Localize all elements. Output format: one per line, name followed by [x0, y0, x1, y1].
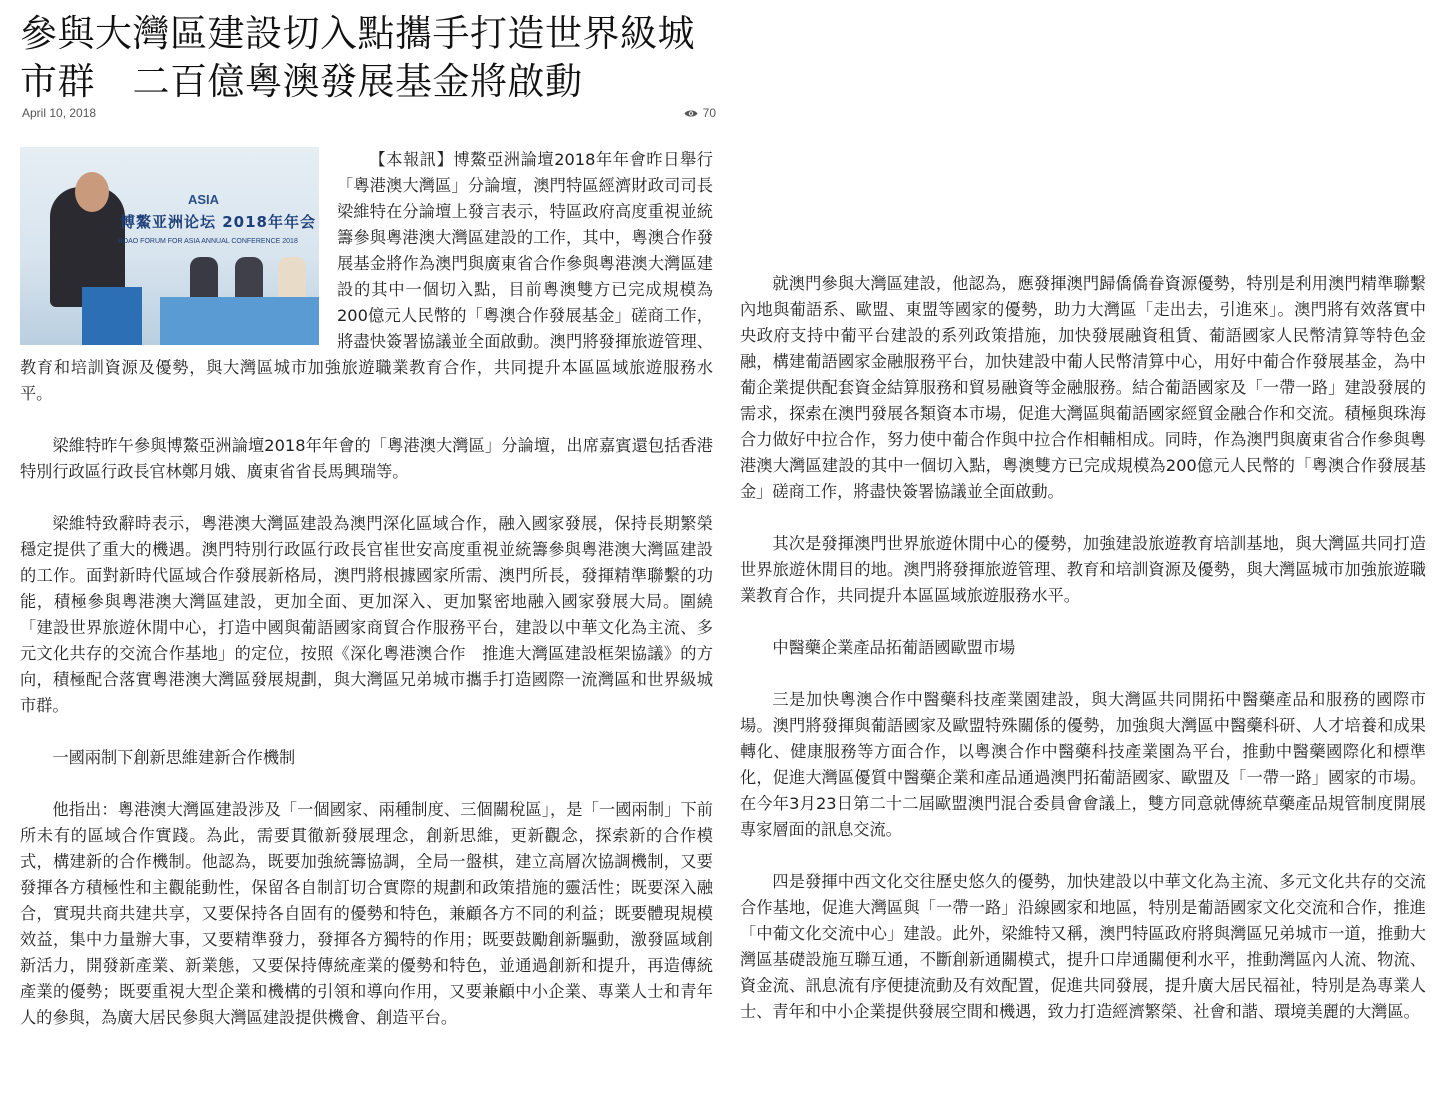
- paragraph: 梁維特昨午參與博鰲亞洲論壇2018年年會的「粵港澳大灣區」分論壇，出席嘉賓還包括香港特別行政區行政長官林鄭月娥、廣東省省長馬興瑞等。: [20, 436, 713, 481]
- eye-icon: [684, 109, 698, 118]
- section-subheading: 一國兩制下創新思維建新合作機制: [52, 748, 296, 767]
- paragraph: 四是發揮中西文化交往歷史悠久的優勢，加快建設以中華文化為主流、多元文化共存的交流合作基地，促進大灣區與「一帶一路」沿線國家和地區，特別是葡語國家文化交流和合作，推進「中葡文化交流中心」建設。此外，梁維特又稱，澳門特區政府將與灣區兄弟城市一道，推動大灣區基礎設施互聯互通，不斷創新通關模式，提升口岸通關便利水平，推動灣區內人流、物流、資金流、訊息流有序便捷流動及有效配置，促進共同發展，提升廣大居民福祉，特別是為專業人士、青年和中小企業提供發展空間和機遇，致力打造經濟繁榮、社會和諧、環境美麗的大灣區。: [740, 872, 1426, 1021]
- article-left-column: [20, 147, 713, 1057]
- photo-banner-cn: 博鰲亚洲论坛 2018年年会: [120, 213, 316, 231]
- article-photo: [20, 147, 319, 345]
- paragraph: 他指出：粵港澳大灣區建設涉及「一個國家、兩種制度、三個關稅區」，是「一國兩制」下前所未有的區域合作實踐。為此，需要貫徹新發展理念，創新思維，更新觀念，探索新的合作模式，構建新的合作機制。他認為，既要加強統籌協調，全局一盤棋，建立高層次協調機制，又要發揮各方積極性和主觀能動性，保留各自制訂切合實際的規劃和政策措施的靈活性；既要深入融合，實現共商共建共享，又要保持各自固有的優勢和特色，兼顧各方不同的利益；既要體現規模效益，集中力量辦大事，又要精準發力，發揮各方獨特的作用；既要鼓勵創新驅動，激發區域創新活力，開發新產業、新業態，又要保持傳統產業的優勢和特色，並通過創新和提升，再造傳統產業的優勢；既要重視大型企業和機構的引領和導向作用，又要兼顧中小企業、專業人士和青年人的參與，為廣大居民參與大灣區建設提供機會、創造平台。: [20, 800, 713, 1027]
- paragraph: 就澳門參與大灣區建設，他認為，應發揮澳門歸僑僑眷資源優勢，特別是利用澳門精準聯繫內地與葡語系、歐盟、東盟等國家的優勢，助力大灣區「走出去，引進來」。澳門將有效落實中央政府支持中葡平台建設的系列政策措施，加快發展融資租賃、葡語國家人民幣清算等特色金融，構建葡語國家金融服務平台，加快建設中葡人民幣清算中心，用好中葡合作發展基金，為中葡企業提供配套資金結算服務和貿易融資等金融服務。結合葡語國家及「一帶一路」建設發展的需求，探索在澳門發展各類資本市場，促進大灣區與葡語國家經貿金融合作和交流。積極與珠海合力做好中拉合作，努力使中葡合作與中拉合作相輔相成。同時，作為澳門與廣東省合作參與粵港澳大灣區建設的其中一個切入點，粵澳雙方已完成規模為200億元人民幣的「粵澳合作發展基金」磋商工作，將盡快簽署協議並全面啟動。: [740, 274, 1426, 501]
- paragraph-lead: 【本報訊】博鰲亞洲論壇2018年年會昨日舉行「粵港澳大灣區」分論壇，澳門特區經濟財政司司長梁維特在分論壇上發言表示，特區政府高度重視並統籌參與粵港澳大灣區建設的工作，其中，粵澳合作發展基金將作為澳門與廣東省合作參與粵港澳大灣區建設的其中一個切入點，目前粵澳雙方已完成規模為 200億元人民幣的「粵澳合作發展基金」磋商工作，將盡快簽署協議並全面啟動。澳門將發揮旅遊管理、教育和培訓資源及優勢，與大灣區城市加強旅遊職業教育合作，共同提升本區區域旅遊服務水平。: [20, 150, 713, 403]
- article-meta: [20, 106, 716, 124]
- photo-banner-en: BOAO FORUM FOR ASIA ANNUAL CONFERENCE 2018: [118, 238, 298, 245]
- photo-banner-asia: ASIA: [188, 192, 220, 207]
- publish-date: April 10, 2018: [22, 106, 97, 120]
- paragraph: 梁維特致辭時表示，粵港澳大灣區建設為澳門深化區域合作，融入國家發展，保持長期繁榮穩定提供了重大的機遇。澳門特別行政區行政長官崔世安高度重視並統籌參與粵港澳大灣區建設的工作。面對新時代區域合作發展新格局，澳門將根據國家所需、澳門所長，發揮精準聯繫的功能，積極參與粵港澳大灣區建設，更加全面、更加深入、更加緊密地融入國家發展大局。圍繞「建設世界旅遊休閒中心，打造中國與葡語國家商貿合作服務平台，建設以中華文化為主流、多元文化共存的交流合作基地」的定位，按照《深化粵港澳合作 推進大灣區建設框架協議》的方向，積極配合落實粵港澳大灣區發展規劃，與大灣區兄弟城市攜手打造國際一流灣區和世界級城市群。: [20, 514, 713, 715]
- article-title: 參與大灣區建設切入點攜手打造世界級城市群 二百億粵澳發展基金將啟動: [20, 12, 695, 103]
- view-count: [684, 106, 716, 120]
- article-right-column: [740, 271, 1426, 1051]
- view-count-value: 70: [702, 106, 716, 120]
- section-subheading: 中醫藥企業產品拓葡語國歐盟市場: [772, 638, 1016, 657]
- paragraph: 三是加快粵澳合作中醫藥科技產業園建設，與大灣區共同開拓中醫藥產品和服務的國際市場。澳門將發揮與葡語國家及歐盟特殊關係的優勢，加強與大灣區中醫藥科研、人才培養和成果轉化、健康服務等方面合作，以粵澳合作中醫藥科技產業園為平台，推動中醫藥國際化和標準化，促進大灣區優質中醫藥企業和產品通過澳門拓葡語國家、歐盟及「一帶一路」國家的市場。在今年3月23日第二十二屆歐盟澳門混合委員會會議上，雙方同意就傳統草藥產品規管制度開展專家層面的訊息交流。: [740, 690, 1426, 839]
- paragraph: 其次是發揮澳門世界旅遊休閒中心的優勢，加強建設旅遊教育培訓基地，與大灣區共同打造世界旅遊休閒目的地。澳門將發揮旅遊管理、教育和培訓資源及優勢，與大灣區城市加強旅遊職業教育合作，共同提升本區區域旅遊服務水平。: [740, 534, 1426, 605]
